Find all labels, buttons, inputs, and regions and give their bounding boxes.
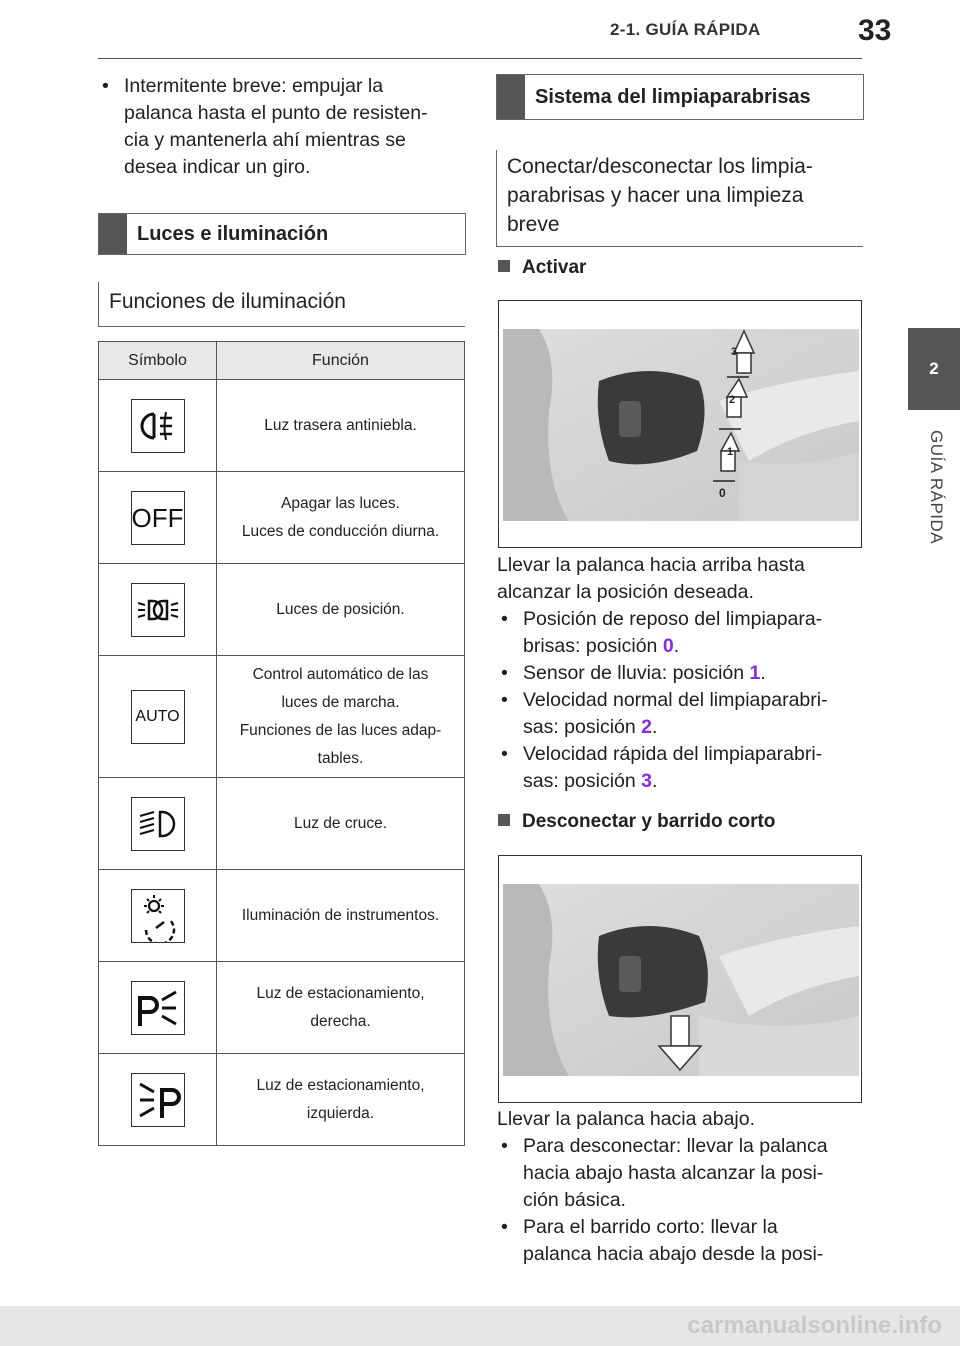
rear-fog-light-icon xyxy=(131,399,185,453)
off-text-icon: OFF xyxy=(131,491,185,545)
bullet-switch-off: • Para desconectar: llevar la palanca hacia abajo hasta alcanzar la posi- ción básica. xyxy=(497,1133,867,1214)
low-beam-icon xyxy=(131,797,185,851)
bullet-short-wipe: • Para el barrido corto: llevar la palanca hacia abajo desde la posi- xyxy=(497,1214,867,1268)
subsection-lighting-functions: Funciones de iluminación xyxy=(98,282,465,327)
section-header-lights: Luces e iluminación xyxy=(98,213,466,255)
chapter-side-label: GUÍA RÁPIDA xyxy=(927,430,946,545)
column-header-symbol: Símbolo xyxy=(99,342,217,380)
table-row: Luz de estacionamiento, derecha. xyxy=(99,962,465,1054)
figure-wiper-lever-up xyxy=(498,300,862,548)
bullet-fast-speed: • Velocidad rápida del limpiaparabri- sas: posición 3. xyxy=(497,741,867,795)
table-row: Luz de cruce. xyxy=(99,778,465,870)
wiper-position-label-3: 3 xyxy=(731,346,738,358)
lighting-functions-table xyxy=(98,341,465,1146)
wiper-position-label-0: 0 xyxy=(719,486,726,500)
auto-text-icon: AUTO xyxy=(131,690,185,744)
figure-wiper-lever-down xyxy=(498,855,862,1103)
header-rule xyxy=(98,58,862,59)
activate-instructions: Llevar la palanca hacia arriba hasta alcanzar la posición deseada. • Posición de reposo del limpiapara- brisas: posición 0. • Sensor de lluvia: posición 1. • Velocidad normal del limpiaparabri- sas: posición 2. • Velocidad rápida del limpiaparabri- sas: posición 3. xyxy=(497,552,867,795)
parking-light-right-icon xyxy=(131,981,185,1035)
table-row: AUTO Control automático de las luces de marcha. Funciones de las luces adap- tables. xyxy=(99,656,465,778)
table-row: Luces de posición. xyxy=(99,564,465,656)
table-row: OFF Apagar las luces. Luces de conducción diurna. xyxy=(99,472,465,564)
page-number: 33 xyxy=(858,14,892,47)
table-header-row xyxy=(99,342,465,380)
intro-bullet: • Intermitente breve: empujar la palanca hasta el punto de resisten- cia y mantenerla ahí mientras se desea indicar un giro. xyxy=(98,73,494,181)
running-header: 2-1. GUÍA RÁPIDA xyxy=(610,20,761,39)
subsection-wiper-on-off: Conectar/desconectar los limpia- parabrisas y hacer una limpieza breve xyxy=(496,150,863,247)
wiper-position-label-2: 2 xyxy=(729,394,736,406)
chapter-tab[interactable]: 2 xyxy=(908,328,960,410)
instrument-lighting-icon xyxy=(131,889,185,943)
table-row: Iluminación de instrumentos. xyxy=(99,870,465,962)
deactivate-instructions: Llevar la palanca hacia abajo. • Para desconectar: llevar la palanca hacia abajo hasta alcanzar la posi- ción básica. • Para el barrido corto: llevar la palanca hacia abajo desde la posi- xyxy=(497,1106,867,1268)
section-header-wiper-system: Sistema del limpiaparabrisas xyxy=(496,74,864,120)
table-row: Luz trasera antiniebla. xyxy=(99,380,465,472)
column-header-function: Función xyxy=(217,342,465,380)
position-lights-icon xyxy=(131,583,185,637)
bullet-rain-sensor: • Sensor de lluvia: posición 1. xyxy=(497,660,867,687)
subheading-activate: Activar xyxy=(498,257,586,279)
wiper-position-label-1: 1 xyxy=(727,446,734,458)
bullet-normal-speed: • Velocidad normal del limpiaparabri- sas: posición 2. xyxy=(497,687,867,741)
bullet-rest-position: • Posición de reposo del limpiapara- brisas: posición 0. xyxy=(497,606,867,660)
parking-light-left-icon xyxy=(131,1073,185,1127)
subheading-deactivate: Desconectar y barrido corto xyxy=(498,811,775,833)
watermark-text[interactable]: carmanualsonline.info xyxy=(687,1312,942,1339)
table-row: Luz de estacionamiento, izquierda. xyxy=(99,1054,465,1146)
